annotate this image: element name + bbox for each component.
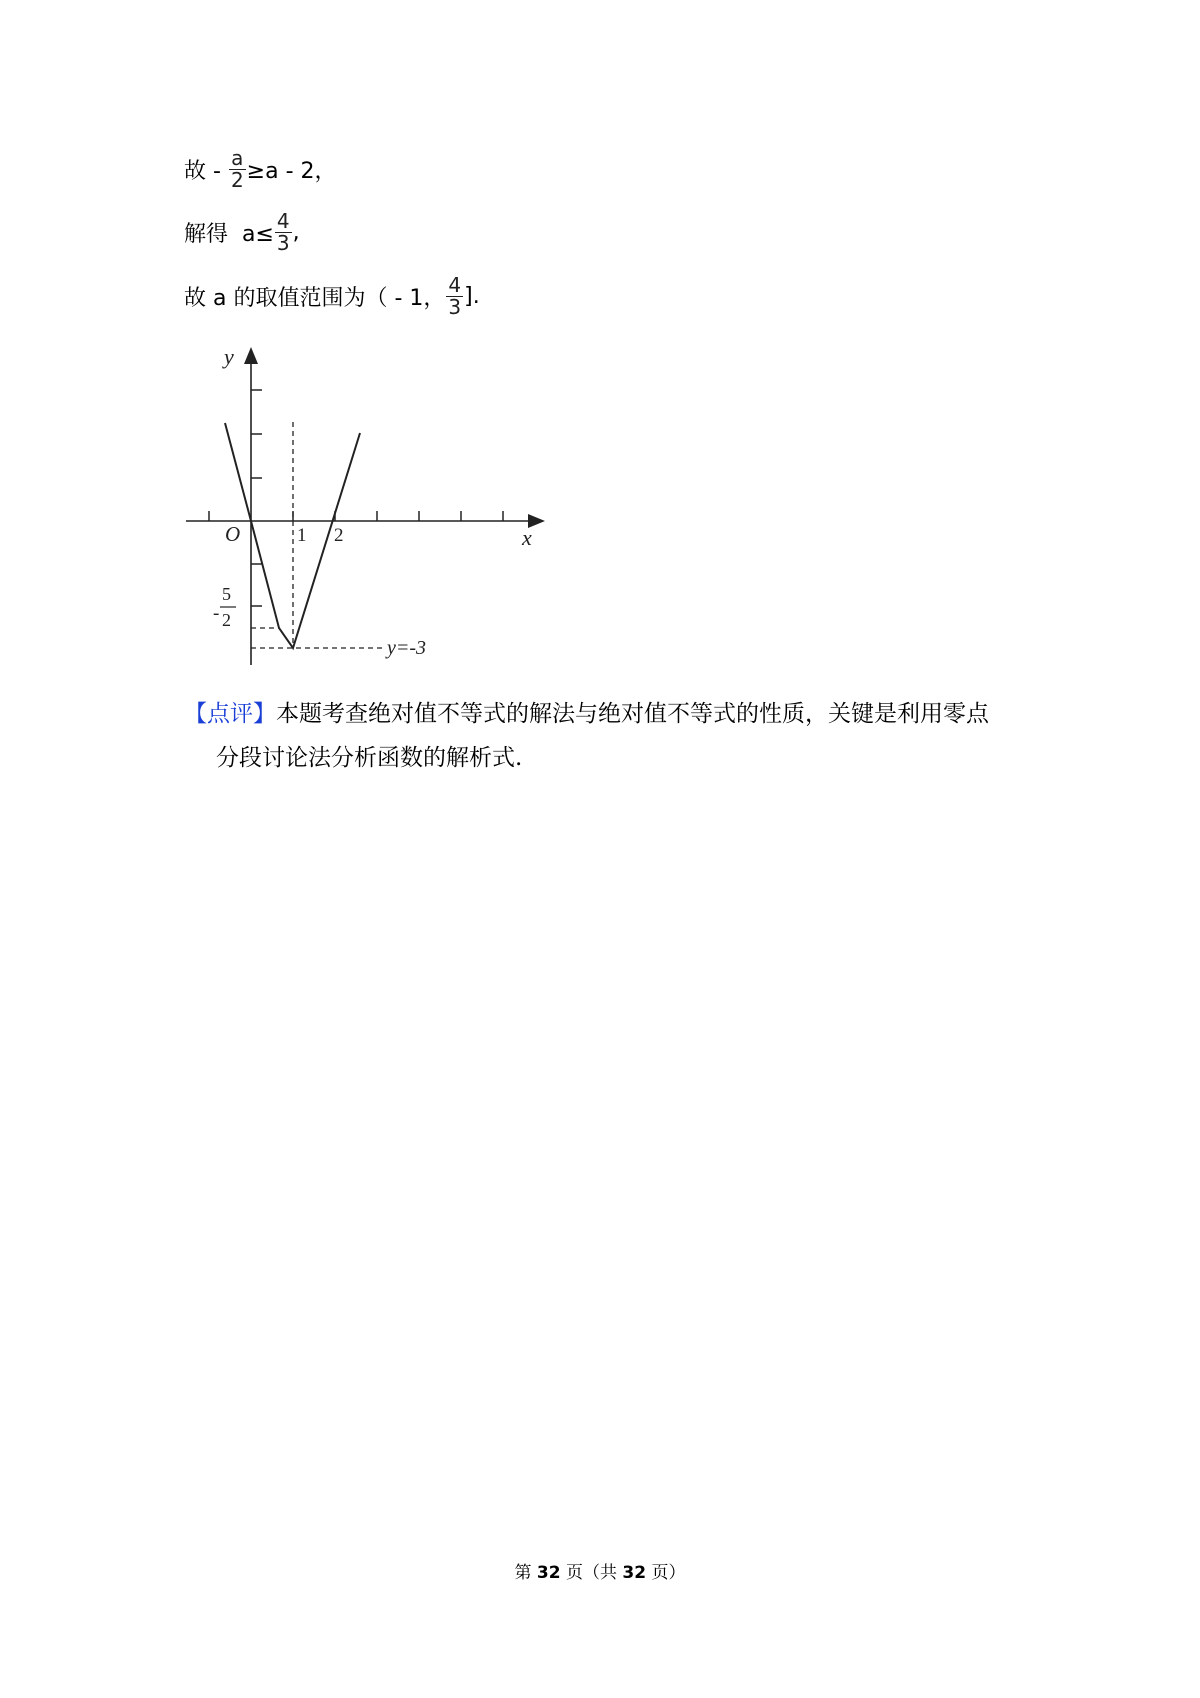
line2-prefix: 解得 a≤ — [184, 222, 274, 247]
x-axis-ticks — [209, 511, 503, 521]
page-footer — [0, 1558, 1200, 1583]
x-axis-label: x — [522, 525, 532, 550]
origin-label: O — [225, 522, 241, 546]
y-axis-ticks — [251, 390, 262, 606]
y-axis-arrow-icon — [244, 347, 258, 364]
x-tick-label-1: 1 — [297, 525, 307, 546]
fraction-denominator: 2 — [230, 168, 244, 192]
fraction-numerator: 4 — [276, 209, 290, 233]
footer-suffix: 页） — [646, 1563, 686, 1583]
footer-prefix: 第 — [514, 1563, 537, 1583]
fraction-numerator: 4 — [448, 273, 462, 297]
function-graph — [0, 0, 1200, 700]
y-value-frac-numerator: 5 — [222, 584, 231, 604]
minus-sign: - — [213, 603, 220, 624]
y-axis-label: y — [224, 344, 234, 369]
fraction-denominator: 3 — [276, 231, 290, 255]
comment-line-1 — [184, 692, 1034, 736]
y-value-frac-denominator: 2 — [222, 610, 231, 630]
line-label-y-neg3: y=-3 — [387, 637, 427, 659]
footer-page-number: 32 — [536, 1563, 561, 1583]
comment-tag: 【点评】 — [184, 701, 276, 727]
line2-suffix: , — [292, 220, 300, 245]
footer-mid: 页（共 — [560, 1563, 623, 1583]
comment-text-1: 本题考查绝对值不等式的解法与绝对值不等式的性质，关键是利用零点 — [276, 701, 989, 727]
line3-suffix: ]. — [464, 284, 487, 309]
x-tick-label-2: 2 — [334, 525, 344, 546]
comment-line-2 — [184, 736, 1034, 780]
footer-total-pages: 32 — [622, 1563, 647, 1583]
fraction-denominator: 3 — [448, 295, 462, 319]
comment-text-2: 分段讨论法分析函数的解析式. — [216, 745, 523, 771]
fraction-numerator: a — [231, 146, 244, 170]
line1-suffix: ≥a - 2， — [246, 159, 337, 184]
line1-prefix: 故 - — [184, 159, 228, 184]
comment-block — [184, 692, 1034, 780]
line3-prefix: 故 a 的取值范围为（ - 1， — [184, 286, 446, 311]
